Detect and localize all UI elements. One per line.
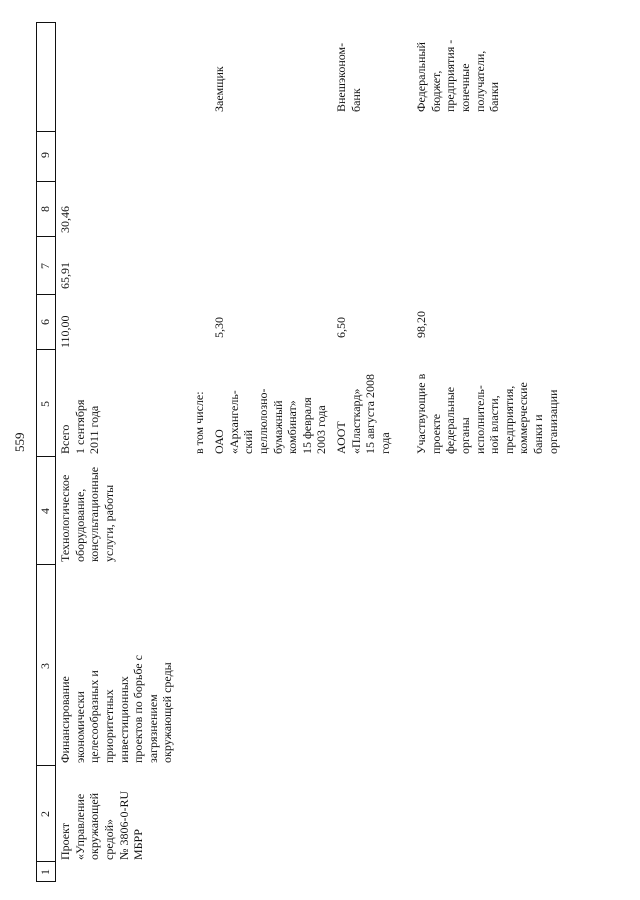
purpose-line: Финансирование — [58, 676, 72, 763]
col-border-10 — [36, 22, 55, 23]
sub-line: Участвующие в — [414, 373, 428, 454]
source-line: предприятия - — [443, 39, 458, 112]
source-line: конечные — [457, 63, 472, 112]
project-name-cell — [58, 791, 146, 860]
col-number-5: 5 — [38, 401, 52, 407]
source-line: банк — [348, 88, 363, 112]
total-value-col8: 30,46 — [58, 206, 72, 233]
col-border-8 — [36, 181, 55, 182]
sub-line: 15 февраля — [299, 397, 314, 454]
source-line: банки — [487, 81, 502, 112]
rotated-table — [36, 22, 636, 882]
col-border-9 — [36, 131, 55, 132]
col-number-1: 1 — [38, 869, 52, 875]
col-number-2: 2 — [38, 811, 52, 817]
purpose-line: загрязнением — [145, 694, 160, 763]
project-line: МБРР — [131, 829, 146, 860]
col-border-3 — [36, 564, 55, 565]
sub-line: организации — [545, 389, 560, 454]
sub-value-3: 98,20 — [414, 311, 428, 338]
col-number-9: 9 — [38, 152, 52, 158]
col-border-1 — [36, 861, 55, 862]
goods-services-cell — [58, 467, 117, 562]
source-line: Федеральный — [414, 42, 428, 112]
purpose-line: экономически — [72, 691, 87, 763]
total-line: 1 сентября — [72, 399, 87, 454]
sub-line: бумажный — [270, 400, 285, 454]
total-date-cell — [58, 400, 102, 454]
goods-line: Технологическое — [58, 474, 72, 562]
sub-line: федеральные — [443, 386, 458, 454]
purpose-cell — [58, 655, 175, 763]
col-border-2 — [36, 765, 55, 766]
source-line: получатели, — [472, 50, 487, 112]
total-line: 2011 года — [87, 405, 102, 454]
header-bottom-border — [55, 22, 56, 882]
sub-line: ОАО — [212, 429, 226, 454]
sub-entity-1 — [212, 388, 329, 454]
col-number-6: 6 — [38, 319, 52, 325]
sub-line: комбинат» — [285, 400, 300, 454]
sub-line: предприятия, — [501, 385, 516, 454]
col-number-7: 7 — [38, 263, 52, 269]
sub-line: года — [377, 432, 392, 454]
sub-line: ной власти, — [487, 395, 502, 454]
sub-line: органы — [457, 417, 472, 454]
purpose-line: окружающей среды — [160, 662, 175, 763]
col-border-7 — [36, 236, 55, 237]
page-number: 559 — [12, 432, 27, 452]
project-line: окружающей — [87, 792, 102, 860]
goods-line: оборудование, — [72, 488, 87, 562]
sub-line: проекте — [428, 413, 443, 454]
total-value-col6: 110,00 — [58, 315, 72, 348]
project-line: «Управление — [72, 793, 87, 860]
sub-line: 2003 года — [314, 405, 329, 454]
total-line: Всего — [58, 424, 72, 454]
source-line: бюджет, — [428, 70, 443, 112]
sub-source-1 — [212, 66, 227, 112]
purpose-line: проектов по борьбе с — [131, 655, 146, 763]
col-number-4: 4 — [38, 508, 52, 514]
sub-line: «Архангель- — [226, 390, 241, 454]
goods-line: консультационные — [87, 466, 102, 562]
sub-line: ский — [241, 430, 256, 454]
table-top-border — [36, 22, 37, 882]
sub-entity-3 — [414, 374, 560, 454]
sub-line: целлюлозно- — [255, 388, 270, 454]
col-number-8: 8 — [38, 206, 52, 212]
sub-line: коммерческие — [516, 382, 531, 454]
col-border-0 — [36, 881, 55, 882]
col-border-4 — [36, 456, 55, 457]
sub-source-2 — [334, 43, 363, 112]
source-line: Заемщик — [212, 66, 226, 112]
including-label: в том числе: — [192, 391, 206, 454]
total-value-col7: 65,91 — [58, 262, 72, 289]
project-line: средой» — [101, 818, 116, 860]
col-border-5 — [36, 349, 55, 350]
col-number-3: 3 — [38, 663, 52, 669]
sub-value-2: 6,50 — [334, 317, 348, 338]
purpose-line: приоритетных — [101, 689, 116, 763]
project-line: Проект — [58, 822, 72, 860]
sub-source-3 — [414, 40, 502, 112]
sub-entity-2 — [334, 374, 393, 454]
sub-line: исполнитель- — [472, 385, 487, 454]
source-line: Внешэконом- — [334, 42, 348, 112]
goods-line: услуги, работы — [101, 484, 116, 562]
sub-line: банки и — [531, 414, 545, 454]
project-line: № 3806-0-RU — [116, 790, 131, 860]
sub-line: 15 августа 2008 — [363, 374, 378, 454]
purpose-line: целесообразных и — [87, 670, 102, 763]
purpose-line: инвестиционных — [116, 676, 131, 763]
sub-value-1: 5,30 — [212, 317, 226, 338]
sub-line: АООТ — [334, 421, 348, 454]
sub-line: «Пласткард» — [348, 388, 363, 454]
col-border-6 — [36, 294, 55, 295]
